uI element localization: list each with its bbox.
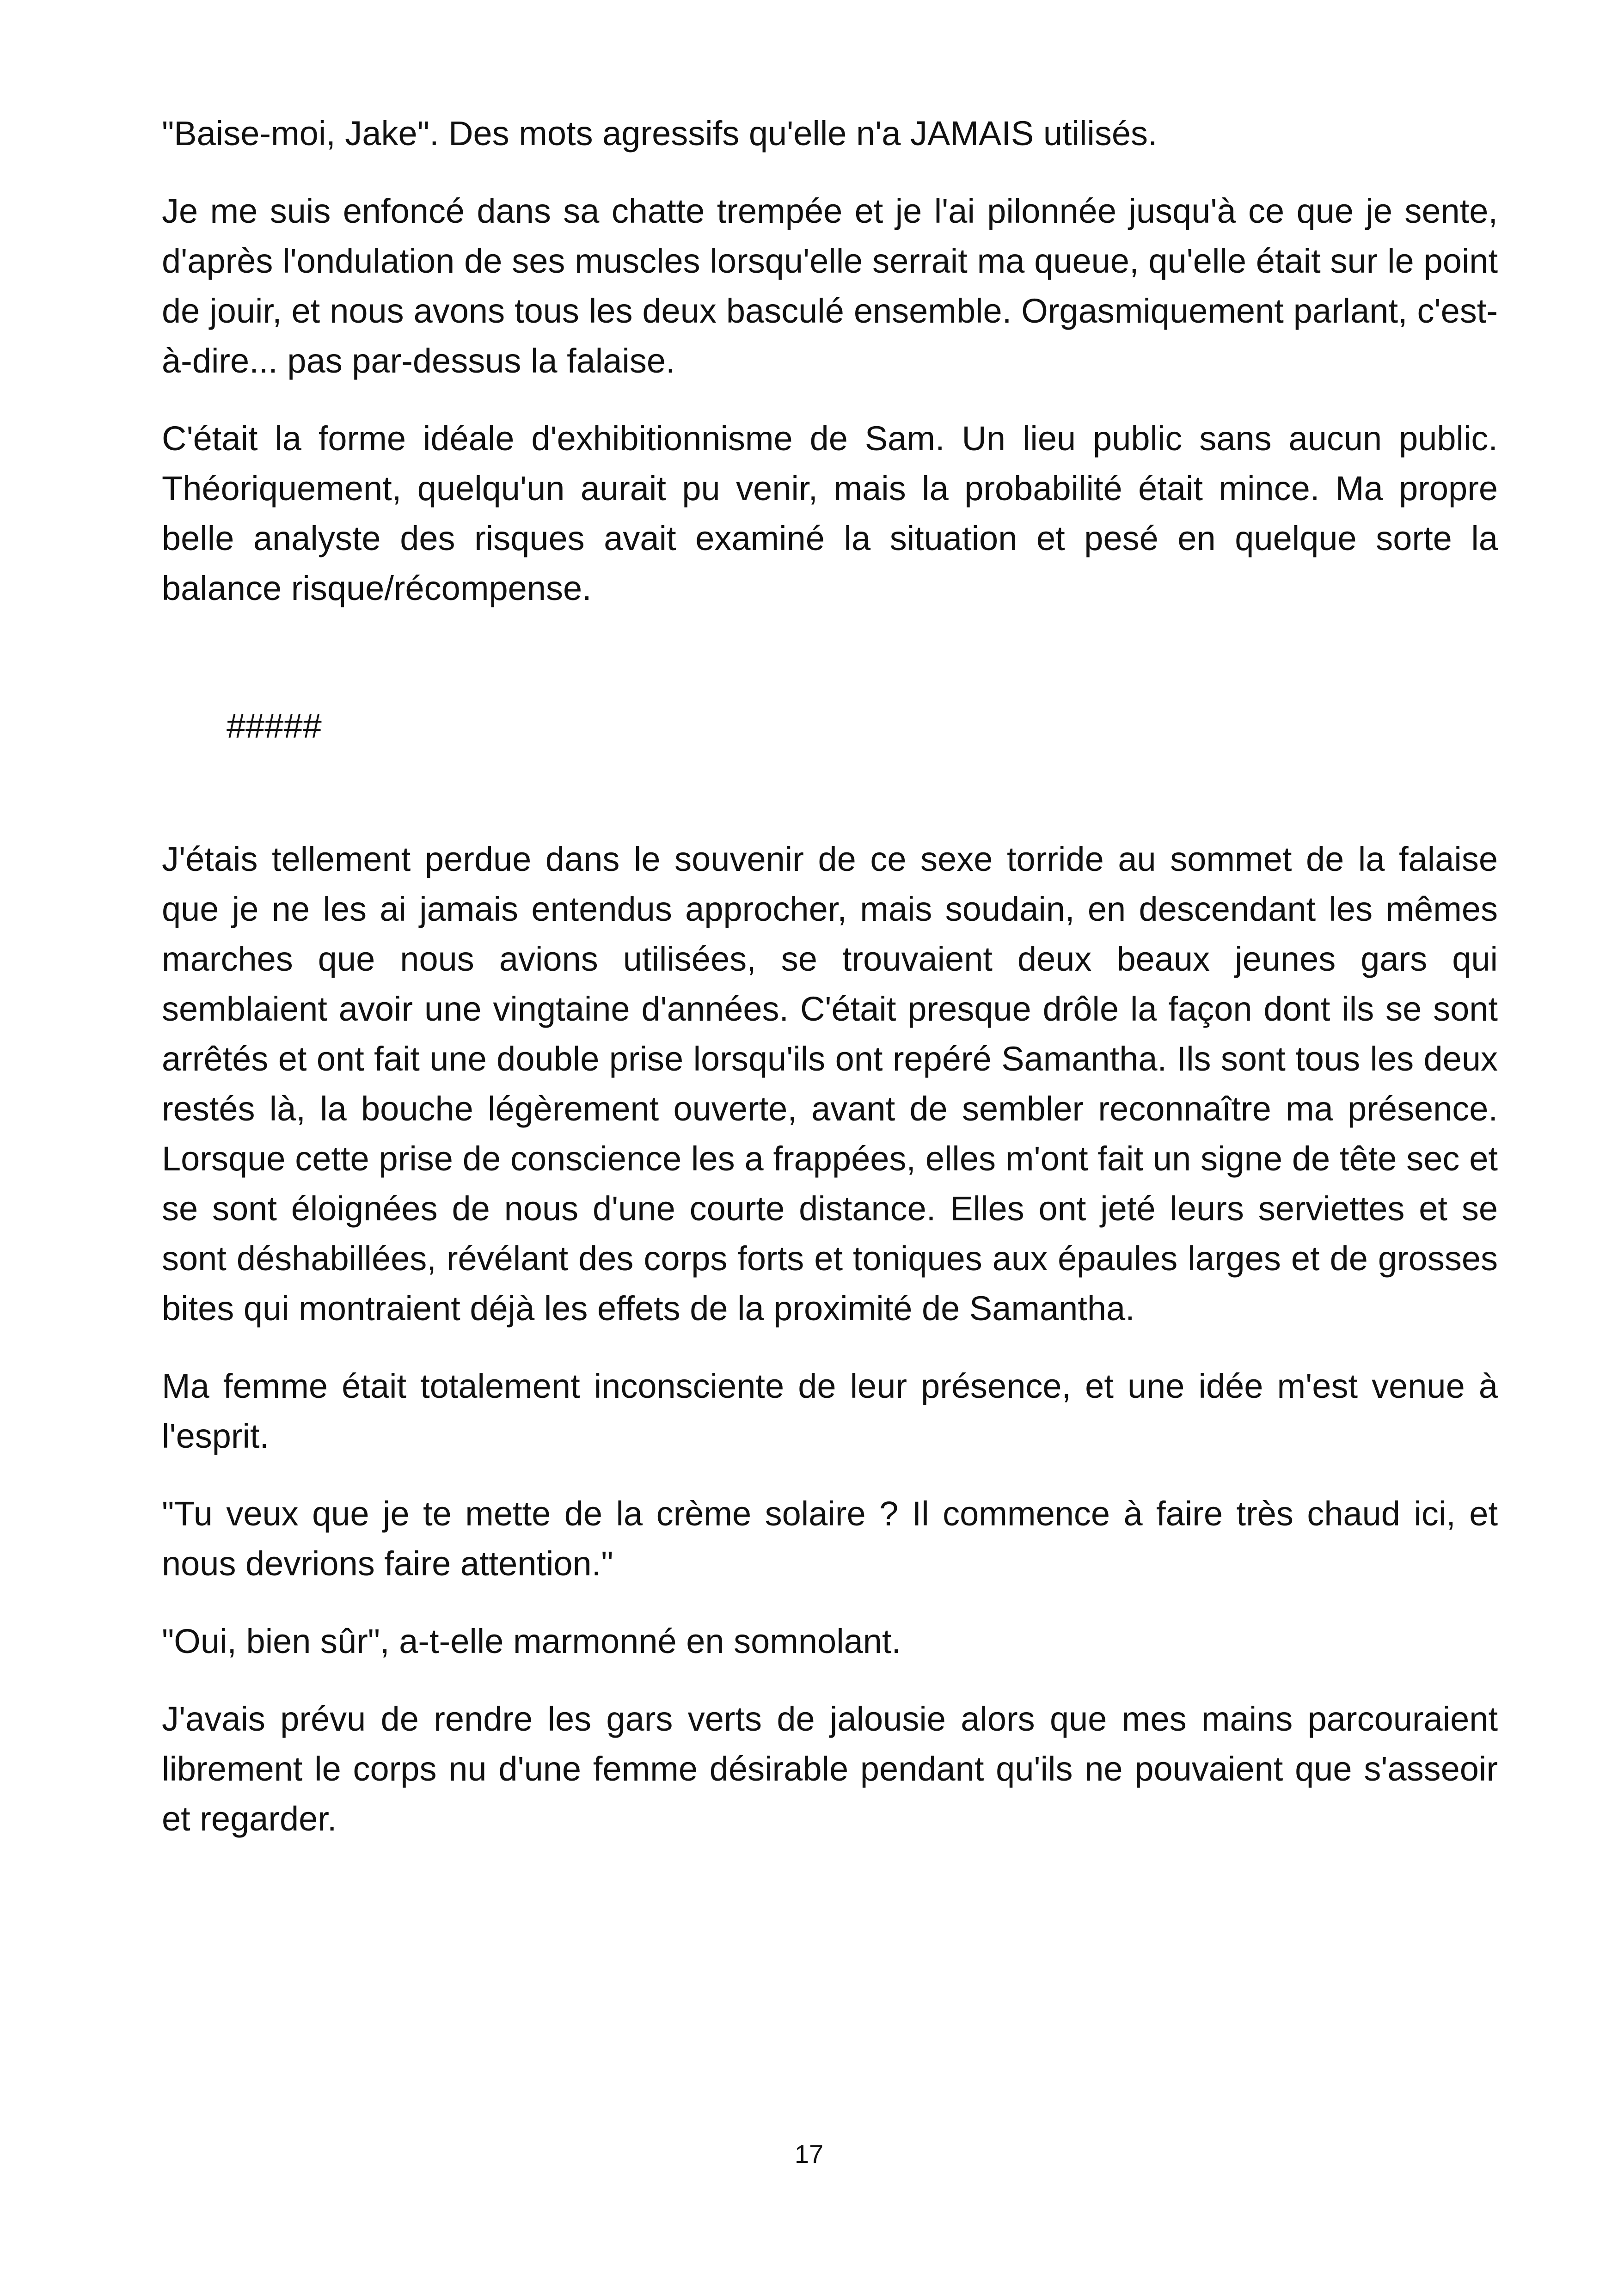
paragraph-2: Je me suis enfoncé dans sa chatte trempée et je l'ai pilonnée jusqu'à ce que je sente, d'après l'ondulation de ses muscles lorsqu'elle serrait ma queue, qu'elle était sur le point de jouir, et nous avons tous les deux basculé ensemble. Orgasmiquement parlant, c'est-à-dire... pas par-dessus la falaise. [162, 192, 1498, 380]
paragraph-6: "Tu veux que je te mette de la crème solaire ? Il commence à faire très chaud ici, et nous devrions faire attention." [162, 1494, 1498, 1583]
paragraph-5: Ma femme était totalement inconsciente de leur présence, et une idée m'est venue à l'esprit. [162, 1367, 1498, 1455]
paragraph-8: J'avais prévu de rendre les gars verts de jalousie alors que mes mains parcouraient librement le corps nu d'une femme désirable pendant qu'ils ne pouvaient que s'asseoir et regarder. [162, 1700, 1498, 1838]
page-number: 17 [794, 2139, 824, 2168]
paragraph-4: J'étais tellement perdue dans le souvenir de ce sexe torride au sommet de la falaise que je ne les ai jamais entendus approcher, mais soudain, en descendant les mêmes marches que nous avions utilisées, se trouvaient deux beaux jeunes gars qui semblaient avoir une vingtaine d'années. C'était presque drôle la façon dont ils se sont arrêtés et ont fait une double prise lorsqu'ils ont repéré Samantha. Ils sont tous les deux restés là, la bouche légèrement ouverte, avant de sembler reconnaître ma présence. Lorsque cette prise de conscience les a frappées, elles m'ont fait un signe de tête sec et se sont éloignées de nous d'une courte distance. Elles ont jeté leurs serviettes et se sont déshabillées, révélant des corps forts et toniques aux épaules larges et de grosses bites qui montraient déjà les effets de la proximité de Samantha. [162, 840, 1498, 1328]
paragraph-7: "Oui, bien sûr", a-t-elle marmonné en somnolant. [162, 1622, 901, 1660]
paragraph-3: C'était la forme idéale d'exhibitionnisme de Sam. Un lieu public sans aucun public. Théoriquement, quelqu'un aurait pu venir, mais la probabilité était mince. Ma propre belle analyste des risques avait examiné la situation et pesé en quelque sorte la balance risque/récompense. [162, 419, 1498, 607]
section-separator: ##### [227, 707, 322, 745]
page-text [162, 109, 1498, 1872]
paragraph-1: "Baise-moi, Jake". Des mots agressifs qu'elle n'a JAMAIS utilisés. [162, 114, 1158, 153]
